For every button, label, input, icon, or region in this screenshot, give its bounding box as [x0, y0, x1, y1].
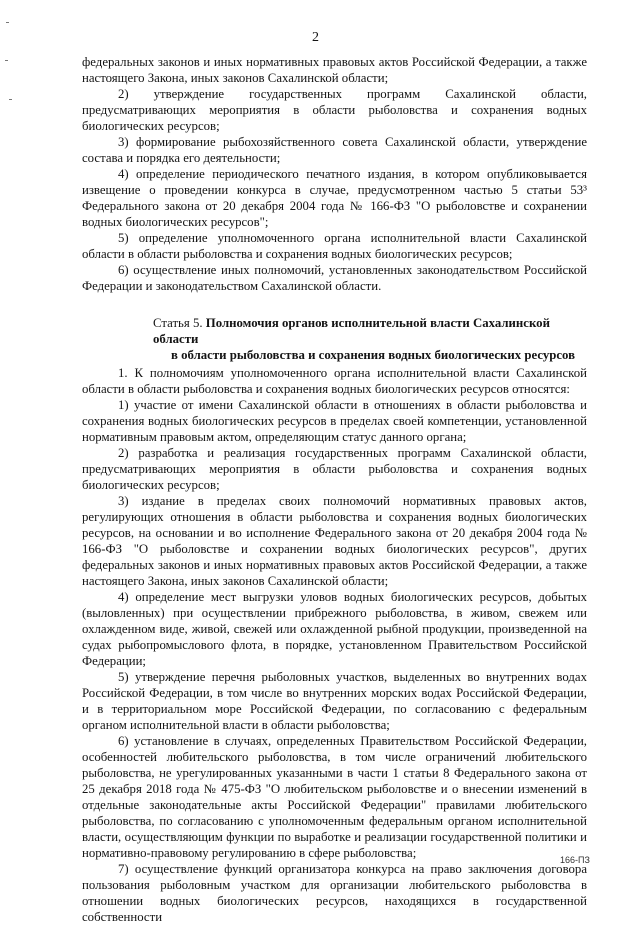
article-heading	[82, 315, 587, 363]
document-code: 166-ПЗ	[560, 855, 590, 865]
scan-mark	[9, 99, 12, 100]
paragraph: 6) установление в случаях, определенных Правительством Российской Федерации, особенностей любительского рыболовства, в том числе ограничений любительского рыболовства, не урегулированных указанными в части 1 статьи 8 Федерального закона от 25 декабря 2018 года № 475-ФЗ "О любительском рыболовстве и о внесении изменений в отдельные законодательные акты Российской Федерации" правилами любительского рыболовства, по согласованию с уполномоченным федеральным органом исполнительной власти, осуществляющим функции по выработке и реализации государственной политики и нормативно-правовому регулированию в сфере рыболовства;	[82, 734, 587, 860]
paragraph: 3) издание в пределах своих полномочий нормативных правовых актов, регулирующих отношения в области рыболовства и сохранения водных биологических ресурсов, на основании и во исполнение Федерального закона от 20 декабря 2004 года № 166-ФЗ "О рыболовстве и сохранении водных биологических ресурсов", других федеральных законов и иных нормативных правовых актов Российской Федерации, а также настоящего Закона, иных законов Сахалинской области;	[82, 494, 587, 588]
paragraph: 2) разработка и реализация государственных программ Сахалинской области, предусматривающих мероприятия в области рыболовства и сохранения водных биологических ресурсов;	[82, 446, 587, 492]
paragraph: 6) осуществление иных полномочий, установленных законодательством Российской Федерации и законодательством Сахалинской области.	[82, 263, 587, 293]
article-title-line-2: в области рыболовства и сохранения водных биологических ресурсов	[171, 348, 576, 362]
page-number: 2	[312, 30, 319, 45]
paragraph: 3) формирование рыбохозяйственного совета Сахалинской области, утверждение состава и порядка его деятельности;	[82, 135, 587, 165]
paragraph: 4) определение периодического печатного издания, в котором опубликовывается извещение о проведении конкурса в случае, предусмотренном частью 5 статьи 53³ Федерального закона от 20 декабря 2004 года № 166-ФЗ "О рыболовстве и сохранении водных биологических ресурсов";	[82, 167, 587, 229]
article-title-line-1: Полномочия органов исполнительной власти Сахалинской области	[153, 316, 550, 346]
paragraph: 4) определение мест выгрузки уловов водных биологических ресурсов, добытых (выловленных) при осуществлении прибрежного рыболовства, в живом, свежем или охлажденном виде, живой, свежей или охлажденной рыбной продукции, произведенной на судах рыбопромыслового флота, в порядке, установленном Правительством Российской Федерации;	[82, 590, 587, 668]
paragraph: федеральных законов и иных нормативных правовых актов Российской Федерации, а также настоящего Закона, иных законов Сахалинской области;	[82, 55, 587, 85]
article-prefix: Статья 5.	[153, 316, 206, 330]
paragraph: 5) утверждение перечня рыболовных участков, выделенных во внутренних водах Российской Федерации, в том числе во внутренних морских водах Российской Федерации, и в территориальном море Российской Федерации, по согласованию с федеральным органом исполнительной власти в области рыболовства;	[82, 670, 587, 732]
paragraph: 2) утверждение государственных программ Сахалинской области, предусматривающих мероприятия в области рыболовства и сохранения водных биологических ресурсов;	[82, 87, 587, 133]
paragraph: 1) участие от имени Сахалинской области в отношениях в области рыболовства и сохранения водных биологических ресурсов в пределах своей компетенции, установленной нормативным правовым актом, определяющим статус данного органа;	[82, 398, 587, 444]
document-body	[82, 54, 587, 925]
scan-mark	[6, 22, 9, 23]
scan-mark	[5, 60, 8, 61]
paragraph: 7) осуществление функций организатора конкурса на право заключения договора пользования рыболовным участком для организации любительского рыболовства в отношении водных биологических ресурсов, находящихся в государственной собственности	[82, 862, 587, 924]
article-heading-line-1	[82, 315, 587, 347]
paragraph: 1. К полномочиям уполномоченного органа исполнительной власти Сахалинской области в области рыболовства и сохранения водных биологических ресурсов относятся:	[82, 366, 587, 396]
paragraph: 5) определение уполномоченного органа исполнительной власти Сахалинской области в области рыболовства и сохранения водных биологических ресурсов;	[82, 231, 587, 261]
